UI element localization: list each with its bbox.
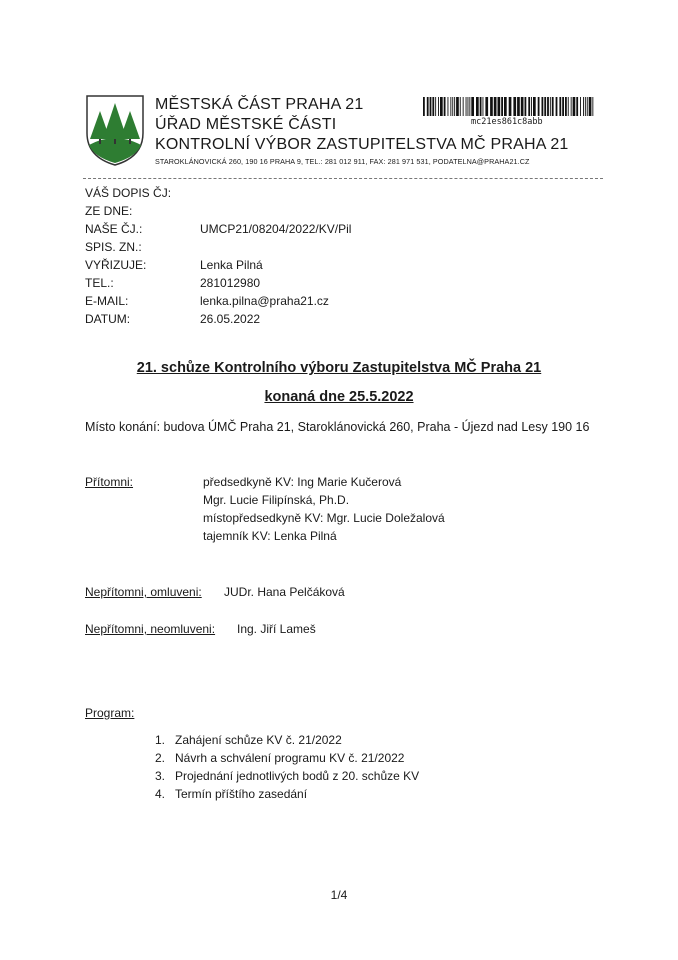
barcode-bar bbox=[559, 97, 561, 116]
program-item: Projednání jednotlivých bodů z 20. schůze KV bbox=[175, 769, 420, 783]
barcode-bar bbox=[463, 97, 464, 116]
barcode-bar bbox=[440, 97, 443, 116]
meta-label: VÁŠ DOPIS ČJ: bbox=[85, 186, 172, 200]
barcode-bar bbox=[450, 97, 451, 116]
barcode-bar bbox=[471, 97, 474, 116]
barcode-bar bbox=[542, 97, 544, 116]
barcode-bar bbox=[454, 97, 455, 116]
barcode-bar bbox=[444, 97, 446, 116]
barcode-bar bbox=[585, 97, 586, 116]
present-label: Přítomni: bbox=[85, 475, 134, 489]
barcode-bar bbox=[513, 97, 516, 116]
barcode-bar bbox=[501, 97, 503, 116]
barcode-bar bbox=[576, 97, 578, 116]
barcode-bar bbox=[430, 97, 432, 116]
coat-of-arms-trees-icon bbox=[84, 93, 146, 167]
barcode-bar bbox=[456, 97, 459, 116]
barcode-bar bbox=[476, 97, 479, 116]
barcode-bar bbox=[517, 97, 520, 116]
absent-excused-names: JUDr. Hana Pelčáková bbox=[224, 585, 345, 599]
barcode-bar bbox=[589, 97, 592, 116]
barcode-bar bbox=[521, 97, 524, 116]
barcode-bar bbox=[498, 97, 501, 116]
meta-value: Lenka Pilná bbox=[200, 258, 263, 272]
barcode-bar bbox=[550, 97, 551, 116]
barcode-bar bbox=[435, 97, 436, 116]
program-item: Zahájení schůze KV č. 21/2022 bbox=[175, 733, 342, 747]
barcode-bar bbox=[556, 97, 558, 116]
absent-unexcused-label: Nepřítomni, neomluveni: bbox=[85, 622, 216, 636]
present-member: předsedkyně KV: Ing Marie Kučerová bbox=[203, 475, 402, 489]
barcode-bar bbox=[547, 97, 549, 116]
barcode-bar bbox=[494, 97, 497, 116]
absent-excused-label: Nepřítomni, omluveni: bbox=[85, 585, 202, 599]
barcode-bar bbox=[552, 97, 554, 116]
meta-value: lenka.pilna@praha21.cz bbox=[200, 294, 329, 308]
program-item: Termín příštího zasedání bbox=[175, 787, 308, 801]
document-title: 21. schůze Kontrolního výboru Zastupitelstva MČ Praha 21 bbox=[136, 360, 542, 376]
program-item-number: 4. bbox=[155, 787, 166, 801]
meta-label: VYŘIZUJE: bbox=[85, 258, 147, 272]
barcode-bar bbox=[531, 97, 532, 116]
present-member: místopředsedkyně KV: Mgr. Lucie Doležalová bbox=[203, 511, 445, 525]
barcode-bar bbox=[528, 97, 530, 116]
barcode-bar bbox=[562, 97, 564, 116]
program-item: Návrh a schválení programu KV č. 21/2022 bbox=[175, 751, 405, 765]
program-label: Program: bbox=[85, 706, 135, 720]
document-subtitle: konaná dne 25.5.2022 bbox=[264, 389, 414, 405]
meeting-venue: Místo konání: budova ÚMČ Praha 21, Staroklánovická 260, Praha - Újezd nad Lesy 190 16 bbox=[85, 420, 590, 434]
barcode-bar bbox=[509, 97, 512, 116]
absent-unexcused-names: Ing. Jiří Lameš bbox=[237, 622, 316, 636]
barcode-bar bbox=[438, 97, 439, 116]
barcode-bar bbox=[483, 97, 484, 116]
meta-label: TEL.: bbox=[85, 276, 114, 290]
barcode-bar bbox=[568, 97, 569, 116]
barcode bbox=[423, 97, 595, 116]
barcode-bar bbox=[580, 97, 581, 116]
barcode-bar bbox=[533, 97, 536, 116]
program-item-number: 3. bbox=[155, 769, 166, 783]
barcode-bar bbox=[587, 97, 588, 116]
program-item-number: 1. bbox=[155, 733, 166, 747]
barcode-bar bbox=[427, 97, 429, 116]
barcode-bar bbox=[460, 97, 461, 116]
program-item-number: 2. bbox=[155, 751, 166, 765]
barcode-bar bbox=[592, 97, 593, 116]
present-member: Mgr. Lucie Filipínská, Ph.D. bbox=[203, 493, 350, 507]
barcode-bar bbox=[504, 97, 507, 116]
barcode-bar bbox=[583, 97, 584, 116]
barcode-bar bbox=[432, 97, 434, 116]
org-address: STAROKLÁNOVICKÁ 260, 190 16 PRAHA 9, TEL.: 281 012 911, FAX: 281 971 531, PODATELNA@PRAHA21.CZ bbox=[155, 157, 530, 166]
barcode-bar bbox=[448, 97, 449, 116]
org-name: MĚSTSKÁ ČÁST PRAHA 21 bbox=[155, 96, 364, 113]
barcode-bar bbox=[538, 97, 540, 116]
present-member: tajemník KV: Lenka Pilná bbox=[203, 529, 337, 543]
meta-value: 281012980 bbox=[200, 276, 261, 290]
barcode-bar bbox=[452, 97, 453, 116]
barcode-bar bbox=[525, 97, 527, 116]
meta-label: DATUM: bbox=[85, 312, 131, 326]
barcode-bar bbox=[466, 97, 467, 116]
meta-label: SPIS. ZN.: bbox=[85, 240, 142, 254]
barcode-bar bbox=[469, 97, 470, 116]
barcode-bar bbox=[480, 97, 482, 116]
page-number: 1/4 bbox=[330, 888, 348, 902]
org-office: ÚŘAD MĚSTSKÉ ČÁSTI bbox=[155, 116, 337, 133]
meta-label: NAŠE ČJ.: bbox=[85, 222, 143, 236]
barcode-bar bbox=[571, 97, 572, 116]
barcode-bar bbox=[490, 97, 493, 116]
barcode-bar bbox=[573, 97, 576, 116]
barcode-bar bbox=[485, 97, 488, 116]
barcode-bar bbox=[544, 97, 546, 116]
header-divider bbox=[83, 178, 603, 179]
barcode-bar bbox=[423, 97, 425, 116]
org-committee: KONTROLNÍ VÝBOR ZASTUPITELSTVA MČ PRAHA 21 bbox=[155, 136, 569, 153]
meta-label: ZE DNE: bbox=[85, 204, 133, 218]
barcode-bar bbox=[565, 97, 567, 116]
meta-label: E-MAIL: bbox=[85, 294, 129, 308]
barcode-bar bbox=[468, 97, 469, 116]
meta-value: UMCP21/08204/2022/KV/Pil bbox=[200, 222, 352, 236]
meta-value: 26.05.2022 bbox=[200, 312, 261, 326]
barcode-text: mc21es861c8abb bbox=[471, 117, 543, 127]
